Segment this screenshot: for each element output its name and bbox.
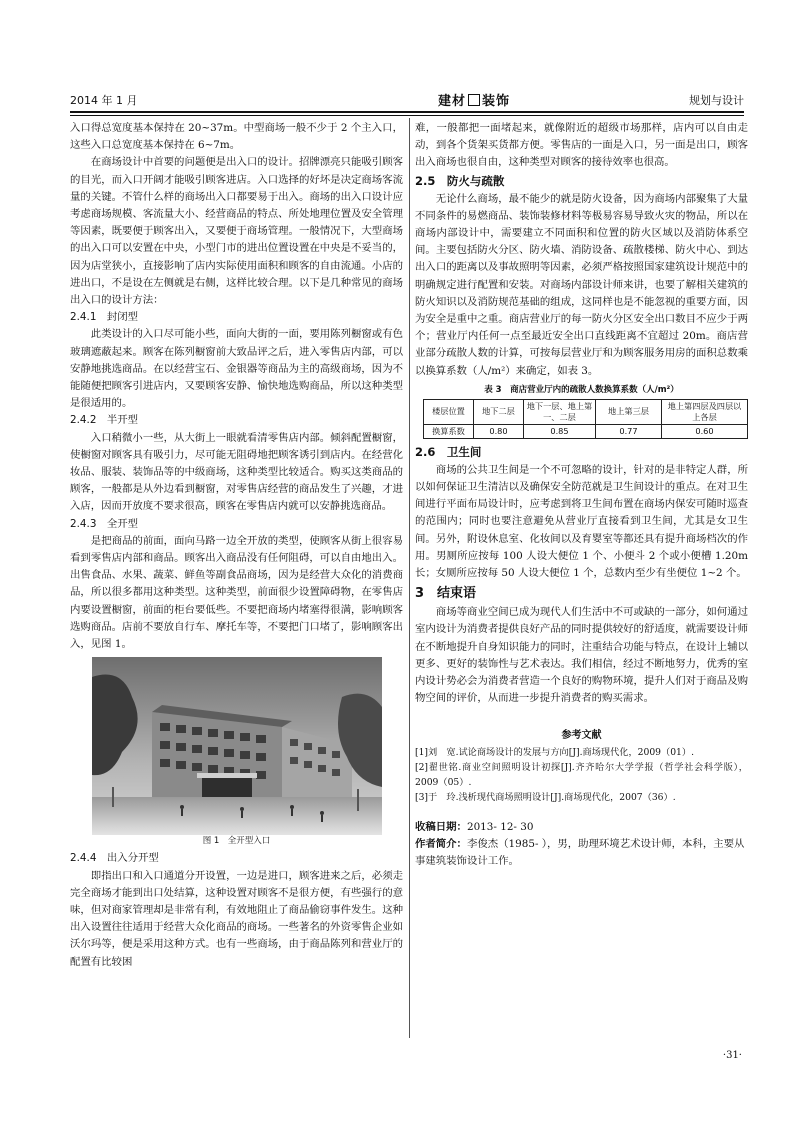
header-rule	[70, 111, 744, 113]
paragraph: 入口得总宽度基本保持在 20~37m。中型商场一般不少于 2 个主入口，这些入口总宽度基本保持在 6~7m。	[70, 122, 403, 152]
received-date	[415, 819, 748, 836]
column-divider	[409, 118, 410, 1038]
chapter-heading: 3 结束语	[415, 586, 477, 602]
paragraph: 入口稍微小一些，从大街上一眼就看清零售店内部。倾斜配置橱窗，使橱窗对顾客具有吸引力，尽可能无阻碍地把顾客诱引到店内。在经营化妆品、服装、装饰品等的中级商场，这种类型比较适合。购买这类商品的顾客，一般都是从外边看到橱窗，对零售店经营的商品发生了兴趣，才进入店，因而开放度不要求很高，顾客在零售店内就可以安静挑选商品。	[70, 431, 403, 513]
references-title: 参考文献	[561, 730, 602, 742]
issue-date: 2014 年 1 月	[70, 94, 138, 107]
table-header-cell: 地下二层	[474, 399, 524, 424]
figure-photo	[92, 657, 382, 835]
table-cell: 0.77	[596, 424, 662, 438]
reference-item: [3]于 玲.浅析现代商场照明设计[J].商场现代化，2007（36）.	[415, 792, 676, 804]
table-cell: 0.60	[662, 424, 748, 438]
subsection-heading: 2.4.2 半开型	[70, 414, 139, 427]
paragraph: 即指出口和入口通道分开设置，一边是进口，顾客进来之后，必须走完全商场才能到出口处结算，这种设置对顾客不是很方便，有些强行的意味，但对商家管理却是非常有利，有效地阻止了商品偷窃事件发生。这种出入设置往往适用于经营大众化商品的商场。一些著名的外资零售企业如沃尔玛等，便是采用这种方式。也有一些商场，由于商品陈列和营业厅的配置有比较困	[70, 869, 403, 968]
author-bio	[415, 836, 748, 870]
subsection-heading: 2.4.4 出入分开型	[70, 852, 159, 865]
journal-title-a: 建材	[438, 94, 467, 109]
section-heading: 2.6 卫生间	[415, 444, 482, 459]
paragraph: 商场等商业空间已成为现代人们生活中不可或缺的一部分，如何通过室内设计为消费者提供良好产品的同时提供较好的舒适度，就需要设计师在不断地提升自身知识能力的同时，注重结合功能与特点，在设计上辅以更多、更好的装饰性与艺术表达。我们相信，经过不断地努力，优秀的室内设计势必会为消费者营造一个良好的购物环境，提升人们对于商品及购物空间的评价，从而进一步提升消费者的购买需求。	[415, 606, 748, 705]
table-row-label: 换算系数	[424, 424, 474, 438]
table-row	[424, 424, 748, 438]
paragraph: 难，一般都把一面堵起来，就像附近的超级市场那样，店内可以自由走动，到各个货架买货都方便。零售店的一面是入口，另一面是出口，顾客出入商场也很自由，这种类型对顾客的接待效率也很高。	[415, 122, 748, 169]
table-header-row	[424, 399, 748, 424]
paragraph: 商场的公共卫生间是一个不可忽略的设计，针对的是非特定人群，所以如何保证卫生清洁以及确保安全防范就是卫生间设计的重点。在对卫生间进行平面布局设计时，应考虑到将卫生间布置在商场内保安可随时巡查的范围内；同时也要注意避免从营业厅直接看到卫生间，尤其是女卫生间。另外，附设休息室、化妆间以及育婴室等都还具有提升商场档次的作用。男厕所应按每 100 人设大便位 1 个、小便斗 2 个或小便槽 1.20m 长；女厕所应按每 50 人设大便位 1 个，总数内至少有坐便位 1~2 个。	[415, 463, 748, 580]
header-rule-thin	[70, 115, 744, 116]
reference-item: [2]翟世铭.商业空间照明设计初探[J].齐齐哈尔大学学报（哲学社会科学版），2009（05）.	[415, 762, 748, 789]
table-header-cell: 地上第三层	[596, 399, 662, 424]
section-heading: 2.5 防火与疏散	[415, 173, 505, 188]
paragraph: 此类设计的入口尽可能小些，面向大街的一面，要用陈列橱窗或有色玻璃遮蔽起来。顾客在陈列橱窗前大致品评之后，进入零售店内部，可以安静地挑选商品。在以经营宝石、金银器等商品为主的高级商场，因为不能随便把顾客引进店内，又要顾客安静、愉快地选购商品，所以这种类型是很适用的。	[70, 328, 403, 410]
left-column	[70, 120, 403, 971]
figure-caption: 图 1 全开型入口	[202, 836, 271, 847]
received-value: 2013- 12- 30	[466, 821, 534, 834]
journal-logo-icon	[468, 94, 480, 106]
page-number: ·31·	[722, 1050, 742, 1061]
paragraph: 是把商品的前面，面向马路一边全开放的类型，使顾客从街上很容易看到零售店内部和商品。顾客出入商品没有任何阻碍，可以自由地出入。出售食品、水果、蔬菜、鲜鱼等副食品商场，因为是经营大众化的消费商品，所以很多都用这种类型。这种类型，前面很少设置障碍物，在零售店内要设置橱窗，前面的柜台要低些。不要把商场内堵塞得很满，影响顾客选购商品。店前不要放自行车、摩托车等，不要把门口堵了，影响顾客出入，见图 1。	[70, 534, 403, 651]
running-header	[70, 88, 744, 110]
author-value: 李俊杰（1985- ），男，助理环境艺术设计师，本科，主要从事建筑装饰设计工作。	[415, 838, 745, 868]
table-cell: 0.80	[474, 424, 524, 438]
reference-item: [1]刘 宽.试论商场设计的发展与方向[J].商场现代化，2009（01）.	[415, 747, 695, 759]
journal-title	[438, 90, 510, 109]
right-column	[415, 120, 748, 870]
subsection-heading: 2.4.1 封闭型	[70, 311, 139, 324]
section-name: 规划与设计	[689, 94, 744, 107]
table-header-cell: 地下一层、地上第一、二层	[524, 399, 596, 424]
paragraph: 在商场设计中首要的问题便是出入口的设计。招牌漂亮只能吸引顾客的目光，而入口开阔才能吸引顾客进店。入口选择的好坏是决定商场客流量的关键。不管什么样的商场出入口都要易于出入。商场的出入口设计应考虑商场规模、客流量大小、经营商品的特点、所处地理位置及安全管理等因素，既要便于顾客出入，又要便于商场管理。一般情况下，大型商场的出入口可以安置在中央，小型门市的进出位置设置在中央是不妥当的，因为店堂狭小，直接影响了店内实际使用面积和顾客的自由流通。小店的进出口，不是设在左侧就是右侧，这样比较合理。以下是几种常见的商场出入口的设计方法：	[70, 156, 403, 307]
table-cell: 0.85	[524, 424, 596, 438]
received-label: 收稿日期：	[415, 821, 467, 834]
evacuation-coefficient-table	[423, 399, 748, 439]
building-photo-image	[92, 657, 382, 835]
table-caption: 表 3 商店营业厅内的疏散人数换算系数（人/m²）	[484, 384, 679, 395]
table-header-cell: 地上第四层及四层以上各层	[662, 399, 748, 424]
subsection-heading: 2.4.3 全开型	[70, 517, 139, 530]
table-header-cell: 楼层位置	[424, 399, 474, 424]
paragraph: 无论什么商场，最不能少的就是防火设备，因为商场内部聚集了大量不同条件的易燃商品、装饰装修材料等极易容易导致火灾的物品，所以在商场内部设计中，需要建立不同面积和位置的防火区域以及消防体系空间。主要包括防火分区、防火墙、消防设备、疏散楼梯、防火中心、到达出入口的距离以及事故照明等因素，必须严格按照国家建筑设计规范中的明确规定进行配置和安装。对商场内部设计师来讲，也要了解相关建筑的防火知识以及消防规范基础的组成，这同样也是不能忽视的重要方面，因为安全是重中之重。商店营业厅的每一防火分区安全出口数目不应少于两个；营业厅内任何一点至最近安全出口直线距离不宜超过 20m。商店营业部分疏散人数的计算，可按每层营业厅和为顾客服务用房的面积总数乘以换算系数（人/m²）来确定，如表 3。	[415, 192, 748, 377]
journal-title-b: 装饰	[482, 94, 511, 109]
author-label: 作者简介：	[415, 838, 467, 851]
